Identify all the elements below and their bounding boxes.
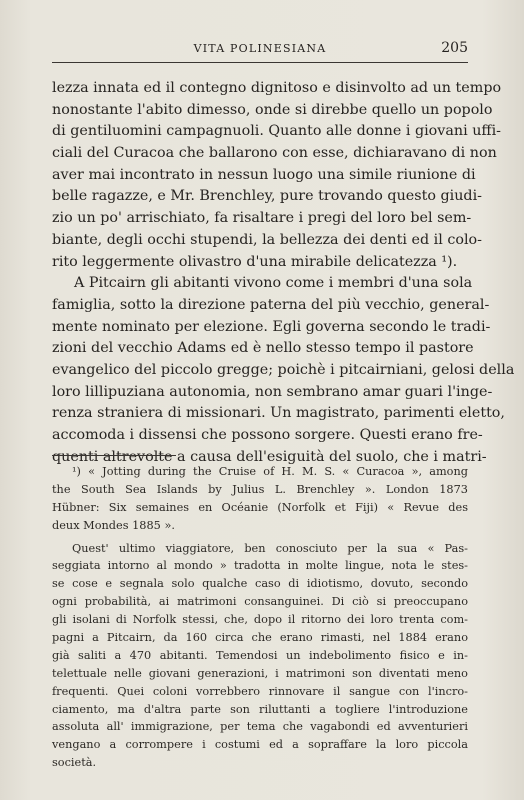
body-line: biante, degli occhi stupendi, la bellezza dei denti ed il colo-: [52, 231, 482, 248]
body-line: accomoda i dissensi che possono sorgere. Questi erano fre-: [52, 427, 483, 443]
footnote-line: Quest' ultimo viaggiatore, ben conosciuto per la sua « Pas-: [72, 541, 468, 555]
body-line: quenti altrevolte a causa dell'esiguità del suolo, che i matri-: [52, 448, 487, 465]
footnote-divider: [52, 455, 176, 456]
footnote-line: ogni probabilità, ai matrimoni consanguinei. Di ciò si preoccupano: [52, 595, 468, 609]
body-line: nonostante l'abito dimesso, onde si direbbe quello un popolo: [52, 101, 493, 118]
body-line: A Pitcairn gli abitanti vivono come i membri d'una sola: [74, 275, 473, 292]
body-line: belle ragazze, e Mr. Brenchley, pure trovando questo giudi-: [52, 188, 482, 205]
page-header: [52, 40, 468, 63]
footnote-line: ¹) « Jotting during the Cruise of H. M. S. « Curacoa », among: [72, 465, 468, 478]
footnote-line: già saliti a 470 abitanti. Temendosi un indebolimento fisico e in-: [52, 648, 468, 662]
footnote-line: ciamento, ma d'altra parte son riluttanti a togliere l'introduzione: [52, 702, 468, 716]
footnote-line: vengano a corrompere i costumi ed a sopraffare la loro piccola: [52, 738, 468, 752]
footnote-line: deux Mondes 1885 ».: [52, 518, 175, 532]
body-line: ciali del Curacoa che ballarono con esse, dichiaravano di non: [52, 145, 497, 162]
footnote-line: assoluta all' immigrazione, per tema che vagabondi ed avventurieri: [52, 720, 468, 734]
footnote-line: Hübner: Six semaines en Océanie (Norfolk et Fiji) « Revue des: [52, 500, 468, 514]
body-line: renza straniera di missionari. Un magistrato, parimenti eletto,: [52, 405, 505, 422]
footnote-line: seggiata intorno al mondo » tradotta in molte lingue, nota le stes-: [52, 559, 468, 573]
body-line: loro lillipuziana autonomia, non sembrano amar guari l'inge-: [52, 383, 493, 400]
footnote-line: pagni a Pitcairn, da 160 circa che erano rimasti, nel 1884 erano: [52, 631, 468, 645]
footnotes: [52, 463, 468, 772]
footnote-line: se cose e segnala solo qualche caso di idiotismo, dovuto, secondo: [52, 577, 468, 591]
footnote-line: telettuale nelle giovani generazioni, i matrimoni son diventati meno: [52, 666, 468, 680]
body-text: [52, 78, 515, 468]
running-title: VITA POLINESIANA: [193, 42, 327, 55]
body-line: mente nominato per elezione. Egli governa secondo le tradi-: [52, 318, 491, 335]
body-line: evangelico del piccolo gregge; poichè i pitcairniani, gelosi della: [52, 361, 515, 378]
body-line: zioni del vecchio Adams ed è nello stesso tempo il pastore: [52, 340, 474, 357]
footnote-line: the South Sea Islands by Julius L. Brenchley ». London 1873: [52, 482, 468, 496]
body-line: famiglia, sotto la direzione paterna del più vecchio, general-: [52, 296, 490, 313]
body-line: lezza innata ed il contegno dignitoso e disinvolto ad un tempo: [52, 80, 502, 96]
body-line: di gentiluomini campagnuoli. Quanto alle donne i giovani uffi-: [52, 123, 501, 140]
footnote-line: gli isolani di Norfolk stessi, che, dopo il ritorno dei loro trenta com-: [52, 613, 468, 627]
body-line: aver mai incontrato in nessun luogo una simile riunione di: [52, 166, 476, 183]
page-number: 205: [441, 40, 468, 56]
body-line: rito leggermente olivastro d'una mirabile delicatezza ¹).: [52, 253, 458, 270]
footnote-line: frequenti. Quei coloni vorrebbero rinnovare il sangue con l'incro-: [52, 684, 468, 698]
body-line: zio un po' arrischiato, fa risaltare i pregi del loro bel sem-: [52, 210, 472, 227]
footnote-line: società.: [52, 756, 97, 770]
